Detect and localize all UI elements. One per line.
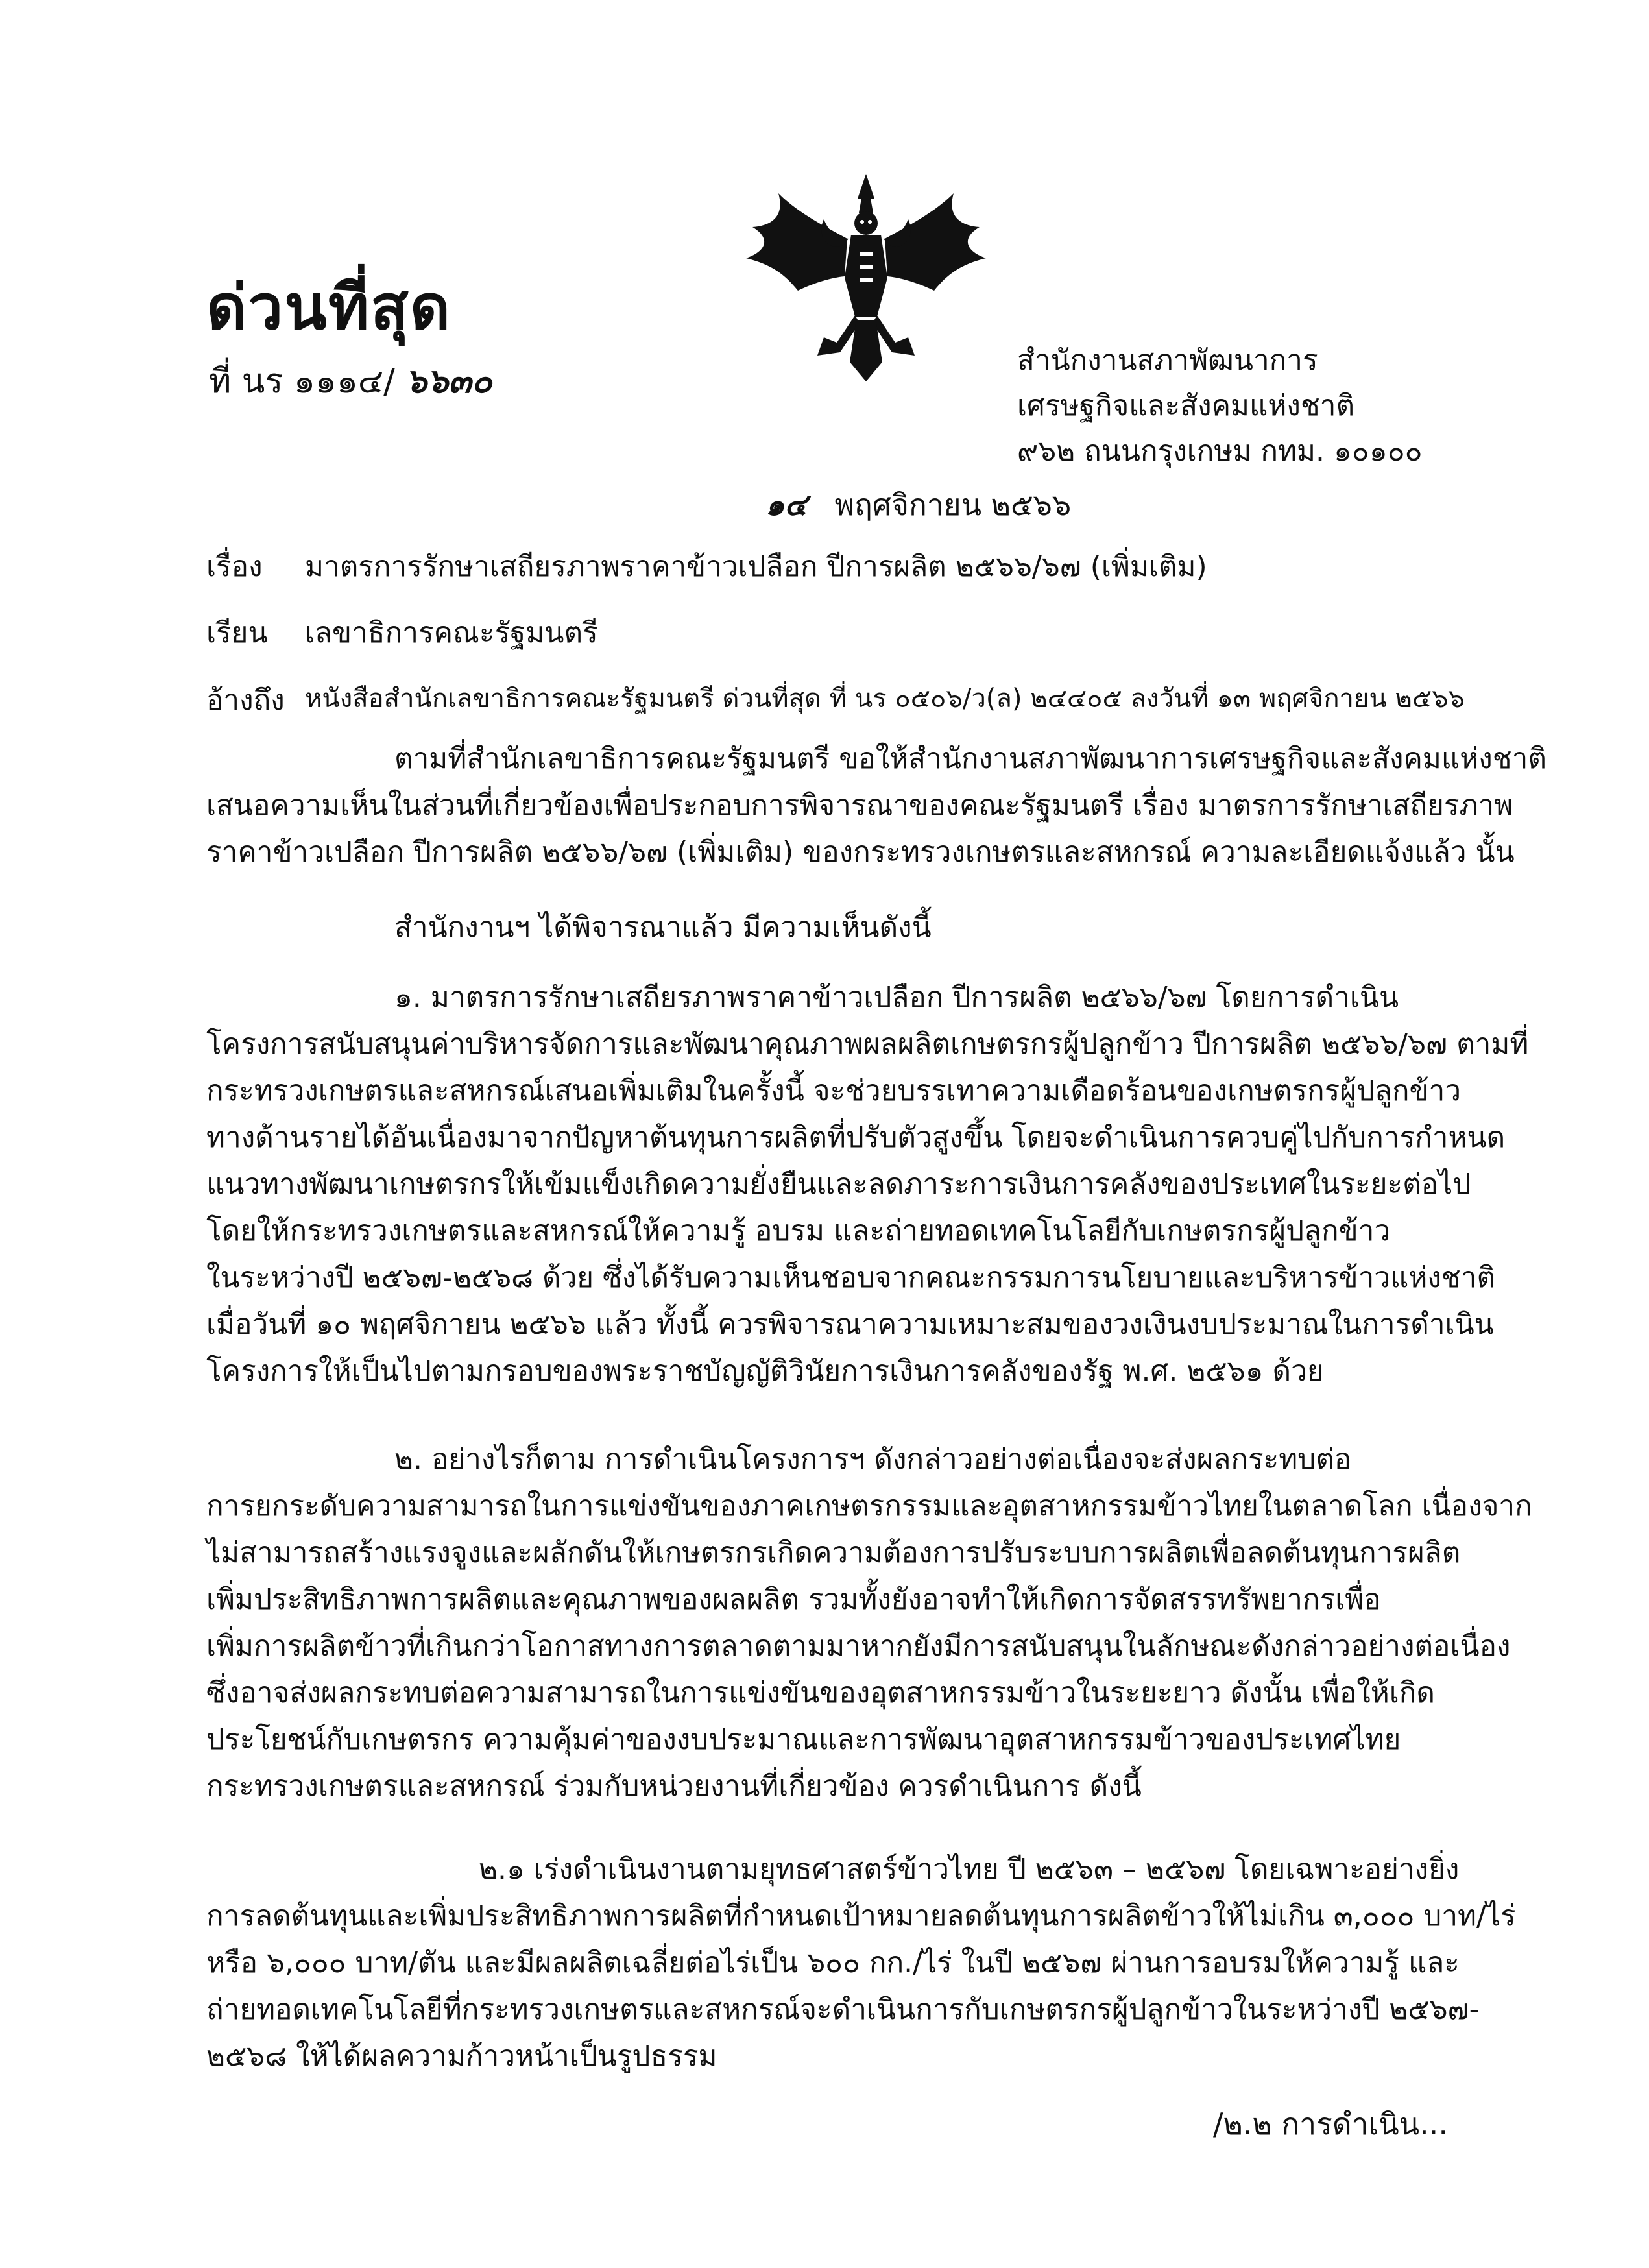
item-2-line: เพิ่มประสิทธิภาพการผลิตและคุณภาพของผลผลิต รวมทั้งยังอาจทำให้เกิดการจัดสรรทรัพยากรเพื่อ [206,1583,1381,1616]
to-label: เรียน [206,616,268,649]
document-number-prefix: ที่ นร ๑๑๑๔/ [209,362,395,401]
item-2-1-line: หรือ ๖,๐๐๐ บาท/ตัน และมีผลผลิตเฉลี่ยต่อไร่เป็น ๖๐๐ กก./ไร่ ในปี ๒๕๖๗ ผ่านการอบรมให้ความรู้ และ [206,1946,1460,1979]
item-1-line: ในระหว่างปี ๒๕๖๗-๒๕๖๘ ด้วย ซึ่งได้รับความเห็นชอบจากคณะกรรมการนโยบายและบริหารข้าวแห่งชาติ [206,1261,1496,1294]
agency-name-line-1: สำนักงานสภาพัฒนาการ [1017,344,1318,377]
document-number [209,354,492,407]
letter-date [765,481,1071,529]
item-2-1-line: ๒.๑ เร่งดำเนินงานตามยุทธศาสตร์ข้าวไทย ปี ๒๕๖๓ – ๒๕๖๗ โดยเฉพาะอย่างยิ่ง [479,1853,1460,1886]
item-2-line: การยกระดับความสามารถในการแข่งขันของภาคเกษตรกรรมและอุตสาหกรรมข้าวไทยในตลาดโลก เนื่องจาก [206,1490,1532,1523]
item-2-1-line: ถ่ายทอดเทคโนโลยีที่กระทรวงเกษตรและสหกรณ์จะดำเนินการกับเกษตรกรผู้ปลูกข้าวในระหว่างปี ๒๕๖๗- [206,1993,1480,2026]
date-day-handwritten: ๑๔ [765,487,808,522]
item-1-line: แนวทางพัฒนาเกษตรกรให้เข้มแข็งเกิดความยั่งยืนและลดภาระการเงินการคลังของประเทศในระยะต่อไป [206,1168,1471,1201]
item-1-line: เมื่อวันที่ ๑๐ พฤศจิกายน ๒๕๖๖ แล้ว ทั้งนี้ ควรพิจารณาความเหมาะสมของวงเงินงบประมาณในการดำเนิน [206,1308,1494,1341]
subject-text: มาตรการรักษาเสถียรภาพราคาข้าวเปลือก ปีการผลิต ๒๕๖๖/๖๗ (เพิ่มเติม) [305,550,1207,583]
item-1-line: ทางด้านรายได้อันเนื่องมาจากปัญหาต้นทุนการผลิตที่ปรับตัวสูงขึ้น โดยจะดำเนินการควบคู่ไปกับการกำหนด [206,1121,1506,1154]
intro-paragraph [206,736,1547,876]
item-1-line: โครงการสนับสนุนค่าบริหารจัดการและพัฒนาคุณภาพผลผลิตเกษตรกรผู้ปลูกข้าว ปีการผลิต ๒๕๖๖/๖๗ ตามที่ [206,1028,1529,1061]
document-number-handwritten: ๖๖๓๐ [405,361,492,401]
reference-label: อ้างถึง [206,684,285,717]
item-1-line: ๑. มาตรการรักษาเสถียรภาพราคาข้าวเปลือก ปีการผลิต ๒๕๖๖/๖๗ โดยการดำเนิน [394,981,1399,1014]
urgency-stamp: ด่วนที่สุด [206,271,452,344]
item-2-1-line: การลดต้นทุนและเพิ่มประสิทธิภาพการผลิตที่กำหนดเป้าหมายลดต้นทุนการผลิตข้าวให้ไม่เกิน ๓,๐๐๐ บาท/ไร่ [206,1900,1516,1933]
agency-address: ๙๖๒ ถนนกรุงเกษม กทม. ๑๐๑๐๐ [1017,435,1423,468]
item-2-paragraph [206,1436,1532,1810]
item-2-1-paragraph [206,1846,1516,2080]
item-1-line: โดยให้กระทรวงเกษตรและสหกรณ์ให้ความรู้ อบรม และถ่ายทอดเทคโนโลยีกับเกษตรกรผู้ปลูกข้าว [206,1214,1391,1248]
intro-line-1: ตามที่สำนักเลขาธิการคณะรัฐมนตรี ขอให้สำนักงานสภาพัฒนาการเศรษฐกิจและสังคมแห่งชาติ [394,742,1547,775]
agency-name-line-2: เศรษฐกิจและสังคมแห่งชาติ [1017,389,1355,422]
to-text: เลขาธิการคณะรัฐมนตรี [305,616,598,649]
item-2-line: เพิ่มการผลิตข้าวที่เกินกว่าโอกาสทางการตลาดตามมาหากยังมีการสนับสนุนในลักษณะดังกล่าวอย่างต่อเนื่อง [206,1630,1511,1663]
intro-line-3: ราคาข้าวเปลือก ปีการผลิต ๒๕๖๖/๖๗ (เพิ่มเติม) ของกระทรวงเกษตรและสหกรณ์ ความละเอียดแจ้งแล้ว นั้น [206,836,1515,869]
item-2-line: ประโยชน์กับเกษตรกร ความคุ้มค่าของงบประมาณและการพัฒนาอุตสาหกรรมข้าวของประเทศไทย [206,1723,1401,1756]
item-2-line: ๒. อย่างไรก็ตาม การดำเนินโครงการฯ ดังกล่าวอย่างต่อเนื่องจะส่งผลกระทบต่อ [394,1443,1352,1476]
reference-text: หนังสือสำนักเลขาธิการคณะรัฐมนตรี ด่วนที่สุด ที่ นร ๐๕๐๖/ว(ล) ๒๔๔๐๕ ลงวันที่ ๑๓ พฤศจิกายน ๒๕๖๖ [305,684,1465,714]
garuda-emblem [727,167,1005,388]
item-2-line: กระทรวงเกษตรและสหกรณ์ ร่วมกับหน่วยงานที่เกี่ยวข้อง ควรดำเนินการ ดังนี้ [206,1770,1142,1803]
opinion-intro-text: สำนักงานฯ ได้พิจารณาแล้ว มีความเห็นดังนี้ [394,911,932,944]
intro-line-2: เสนอความเห็นในส่วนที่เกี่ยวข้องเพื่อประกอบการพิจารณาของคณะรัฐมนตรี เรื่อง มาตรการรักษาเสถียรภาพ [206,789,1513,822]
continuation-note: /๒.๒ การดำเนิน... [1213,2106,1448,2141]
item-1-line: โครงการให้เป็นไปตามกรอบของพระราชบัญญัติวินัยการเงินการคลังของรัฐ พ.ศ. ๒๕๖๑ ด้วย [206,1355,1324,1388]
item-1-line: กระทรวงเกษตรและสหกรณ์เสนอเพิ่มเติมในครั้งนี้ จะช่วยบรรเทาความเดือดร้อนของเกษตรกรผู้ปลูกข้าว [206,1074,1462,1107]
date-month-year: พฤศจิกายน ๒๕๖๖ [834,487,1072,522]
opinion-intro [206,904,1439,951]
item-1-paragraph [206,974,1529,1395]
item-2-1-line: ๒๕๖๘ ให้ได้ผลความก้าวหน้าเป็นรูปธรรม [206,2040,717,2073]
item-2-line: ซึ่งอาจส่งผลกระทบต่อความสามารถในการแข่งขันของอุตสาหกรรมข้าวในระยะยาว ดังนั้น เพื่อให้เกิด [206,1676,1435,1709]
subject-label: เรื่อง [206,550,263,583]
item-2-line: ไม่สามารถสร้างแรงจูงและผลักดันให้เกษตรกรเกิดความต้องการปรับระบบการผลิตเพื่อลดต้นทุนการผลิต [206,1536,1461,1569]
